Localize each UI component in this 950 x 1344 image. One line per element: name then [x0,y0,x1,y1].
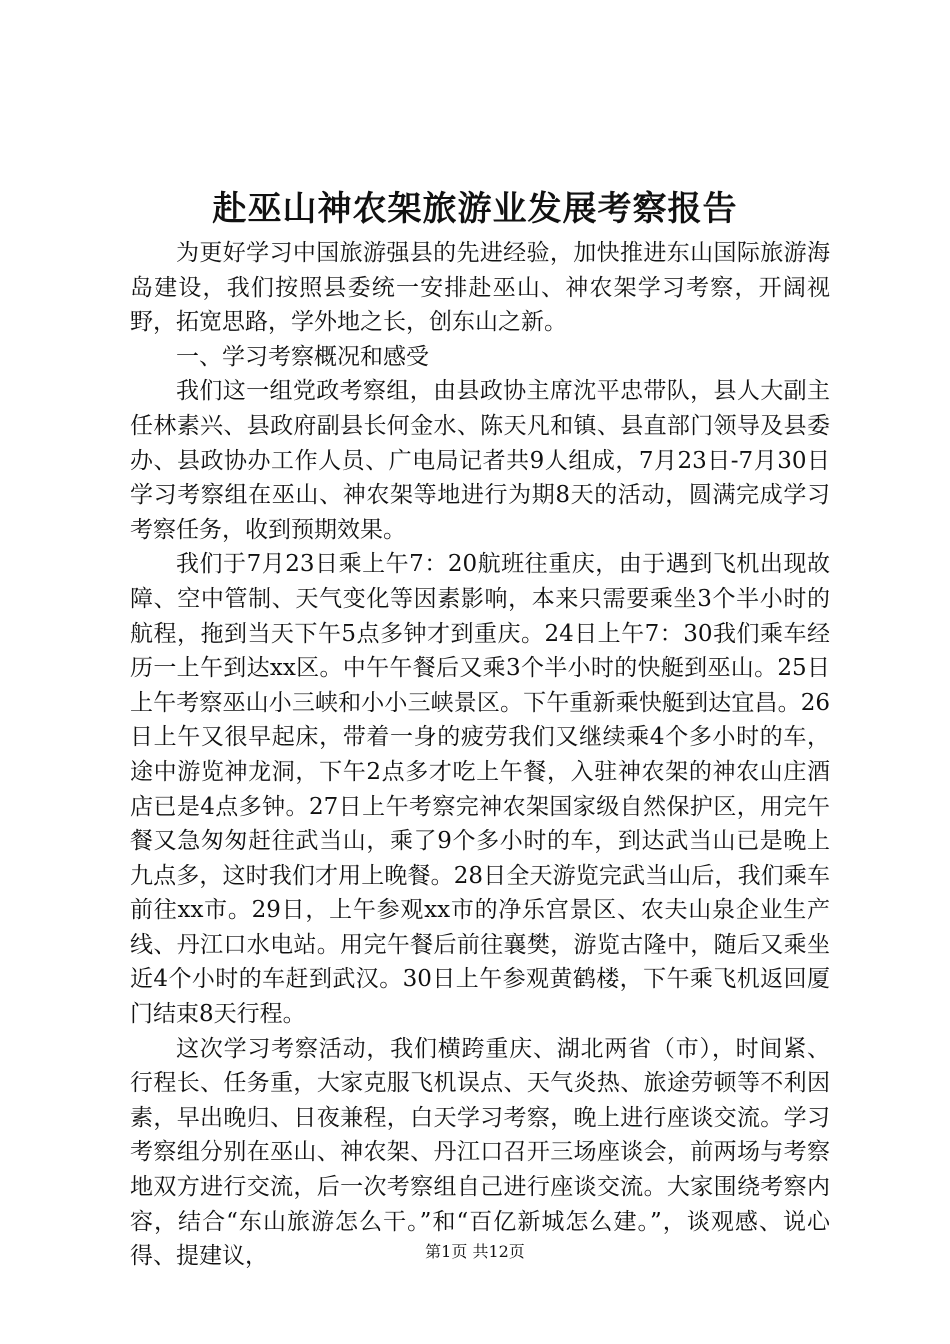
document-body [130,236,830,1274]
page-footer: 第1页 共12页 [425,1242,525,1261]
paragraph-itinerary: 我们于7月23日乘上午7：20航班往重庆，由于遇到飞机出现故障、空中管制、天气变化等因素影响，本来只需要乘坐3个半小时的航程，拖到当天下午5点多钟才到重庆。24日上午7：30我们乘车经历一上午到达xx区。中午午餐后又乘3个半小时的快艇到巫山。25日上午考察巫山小三峡和小小三峡景区。下午重新乘快艇到达宜昌。26日上午又很早起床，带着一身的疲劳我们又继续乘4个多小时的车，途中游览神龙洞，下午2点多才吃上午餐，入驻神农架的神农山庄酒店已是4点多钟。27日上午考察完神农架国家级自然保护区，用完午餐又急匆匆赶往武当山，乘了9个多小时的车，到达武当山已是晚上九点多，这时我们才用上晚餐。28日全天游览完武当山后，我们乘车前往xx市。29日，上午参观xx市的净乐宫景区、农夫山泉企业生产线、丹江口水电站。用完午餐后前往襄樊，游览古隆中，随后又乘坐近4个小时的车赶到武汉。30日上午参观黄鹤楼，下午乘飞机返回厦门结束8天行程。 [130,551,830,1028]
document-title: 赴巫山神农架旅游业发展考察报告 [212,189,738,229]
paragraph-delegation: 我们这一组党政考察组，由县政协主席沈平忠带队，县人大副主任林素兴、县政府副县长何金水、陈天凡和镇、县直部门领导及县委办、县政协办工作人员、广电局记者共9人组成，7月23日-7月30日学习考察组在巫山、神农架等地进行为期8天的活动，圆满完成学习考察任务，收到预期效果。 [130,378,830,543]
paragraph-activities: 这次学习考察活动，我们横跨重庆、湖北两省（市），时间紧、行程长、任务重，大家克服飞机误点、天气炎热、旅途劳顿等不利因素，早出晚归、日夜兼程，白天学习考察，晚上进行座谈交流。学习考察组分别在巫山、神农架、丹江口召开三场座谈会，前两场与考察地双方进行交流，后一次考察组自己进行座谈交流。大家围绕考察内容，结合“东山旅游怎么干。”和“百亿新城怎么建。”，谈观感、说心得、提建议， [130,1035,830,1270]
section-heading: 一、学习考察概况和感受 [176,343,429,370]
paragraph-intro: 为更好学习中国旅游强县的先进经验，加快推进东山国际旅游海岛建设，我们按照县委统一安排赴巫山、神农架学习考察，开阔视野，拓宽思路，学外地之长，创东山之新。 [130,240,830,336]
